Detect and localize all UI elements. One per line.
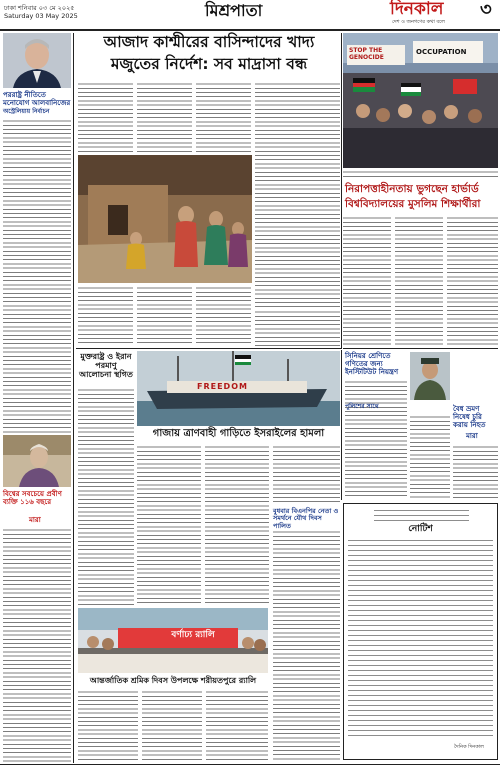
boat-hull-text: FREEDOM <box>197 382 248 391</box>
gaza-body-col-3 <box>273 445 340 505</box>
main-body-bottom-2 <box>137 286 192 346</box>
harvard-body-col-2 <box>395 216 443 346</box>
harvard-photo-caption <box>343 170 498 180</box>
rally-banner-text: বর্ণাঢ্য র‍্যালি <box>171 630 215 640</box>
oldest-woman-photo <box>3 435 71 487</box>
police-subhead: পুলিশের সাথে <box>345 403 379 410</box>
protest-sign-text-2: OCCUPATION <box>416 48 467 56</box>
notice-footer: দৈনিক দিনকাল <box>454 744 484 750</box>
page-number: ৩ <box>480 0 492 20</box>
seminar-body <box>273 530 340 760</box>
date-line-bengali: ঢাকা শনিবার ০৩ মে ২০২৫ <box>4 4 75 12</box>
notice-title: নোটিশ <box>408 524 433 534</box>
sinha-body <box>345 380 407 498</box>
notice-body <box>348 538 493 738</box>
iran-body <box>78 388 134 606</box>
left-top-body <box>3 119 71 433</box>
harvard-bottom-rule <box>343 348 498 349</box>
smuggle-headline: বৈধ ভ্রমণ নিষেধ চুরি করায় নিহত <box>453 405 486 430</box>
masthead <box>0 0 500 30</box>
gaza-body-col-1 <box>137 445 201 605</box>
protest-sign-text-1: STOP THE GENOCIDE <box>349 47 384 61</box>
left-top-subhead: অস্ট্রেলিয়ায় নির্বাচন <box>3 108 50 115</box>
main-body-bottom-1 <box>78 286 133 346</box>
left-top-headline: পররাষ্ট্র নীতিতে মনোযোগ আলবানিজের <box>3 91 71 108</box>
police-body <box>410 415 450 500</box>
left-bottom-subhead: মারা <box>29 516 41 524</box>
harvard-headline-line-2: বিশ্ববিদ্যালয়ের মুসলিম শিক্ষার্থীরা <box>345 198 481 210</box>
harvard-protest-photo <box>343 33 498 168</box>
gaza-headline: গাজায় ত্রাণবাহী গাড়িতে ইসরাইলের হামলা <box>152 428 325 439</box>
left-column <box>3 33 71 763</box>
paper-tagline: দেশ ও জনগণের কথা বলে <box>392 19 445 25</box>
column-divider-right <box>341 350 342 500</box>
gaza-boat-photo <box>137 351 340 426</box>
notice-header-lines <box>374 508 469 524</box>
section-title: মিশ্রপাতা <box>205 1 263 20</box>
sinha-headline: সিনিয়র শ্রেণিতে গণিতের জন্য ইনস্টিটিউট নিয়ন্ত্রণ <box>345 352 399 377</box>
main-story-bottom-rule <box>76 348 342 349</box>
masthead-rule <box>0 29 500 31</box>
rally-headline: আন্তর্জাতিক শ্রমিক দিবস উপলক্ষে শরীয়তপুরে র‍্যালি <box>89 676 257 685</box>
main-headline-line-2: মজুতের নির্দেশ: সব মাদ্রাসা বন্ধ <box>110 55 308 73</box>
albanese-photo <box>3 33 71 88</box>
police-officer-photo <box>410 352 450 400</box>
main-headline-line-1: আজাদ কাশ্মীরের বাসিন্দাদের খাদ্য <box>103 33 315 51</box>
harvard-headline-line-1: নিরাপত্তাহীনতায় ভুগছেন হার্ভার্ড <box>345 183 479 195</box>
harvard-body-col-3 <box>447 216 498 346</box>
rally-body-col-3 <box>206 690 268 760</box>
rally-body-col-1 <box>78 690 138 760</box>
seminar-headline: বুধবার বিএনপির নেতা ও সমর্থনে যৌথ দিবস পালিত <box>273 507 339 530</box>
footer-rule <box>0 764 500 765</box>
paper-name-logo: দিনকাল <box>390 0 444 19</box>
left-bottom-body <box>3 528 71 763</box>
date-line-english: Saturday 03 May 2025 <box>4 12 78 20</box>
rally-body-col-2 <box>142 690 202 760</box>
kashmir-village-photo <box>78 155 252 283</box>
smuggle-subhead: মারা <box>466 432 478 440</box>
rally-photo <box>78 608 268 673</box>
column-divider-main <box>341 33 342 348</box>
main-body-bottom-4 <box>255 310 340 346</box>
main-body-col-4 <box>255 82 340 307</box>
notice-box <box>343 503 498 760</box>
harvard-body-col-1 <box>343 216 391 346</box>
main-body-bottom-3 <box>196 286 251 346</box>
column-divider-left <box>73 33 74 763</box>
gaza-body-col-2 <box>205 445 269 605</box>
iran-headline: মুক্তরাষ্ট্র ও ইরান পরমাণু আলোচনা স্থগিত <box>79 352 133 380</box>
smuggle-body <box>453 445 498 500</box>
left-bottom-headline: বিশ্বের সবচেয়ে প্রবীণ ব্যক্তি ১১৬ বছরে <box>3 490 62 507</box>
